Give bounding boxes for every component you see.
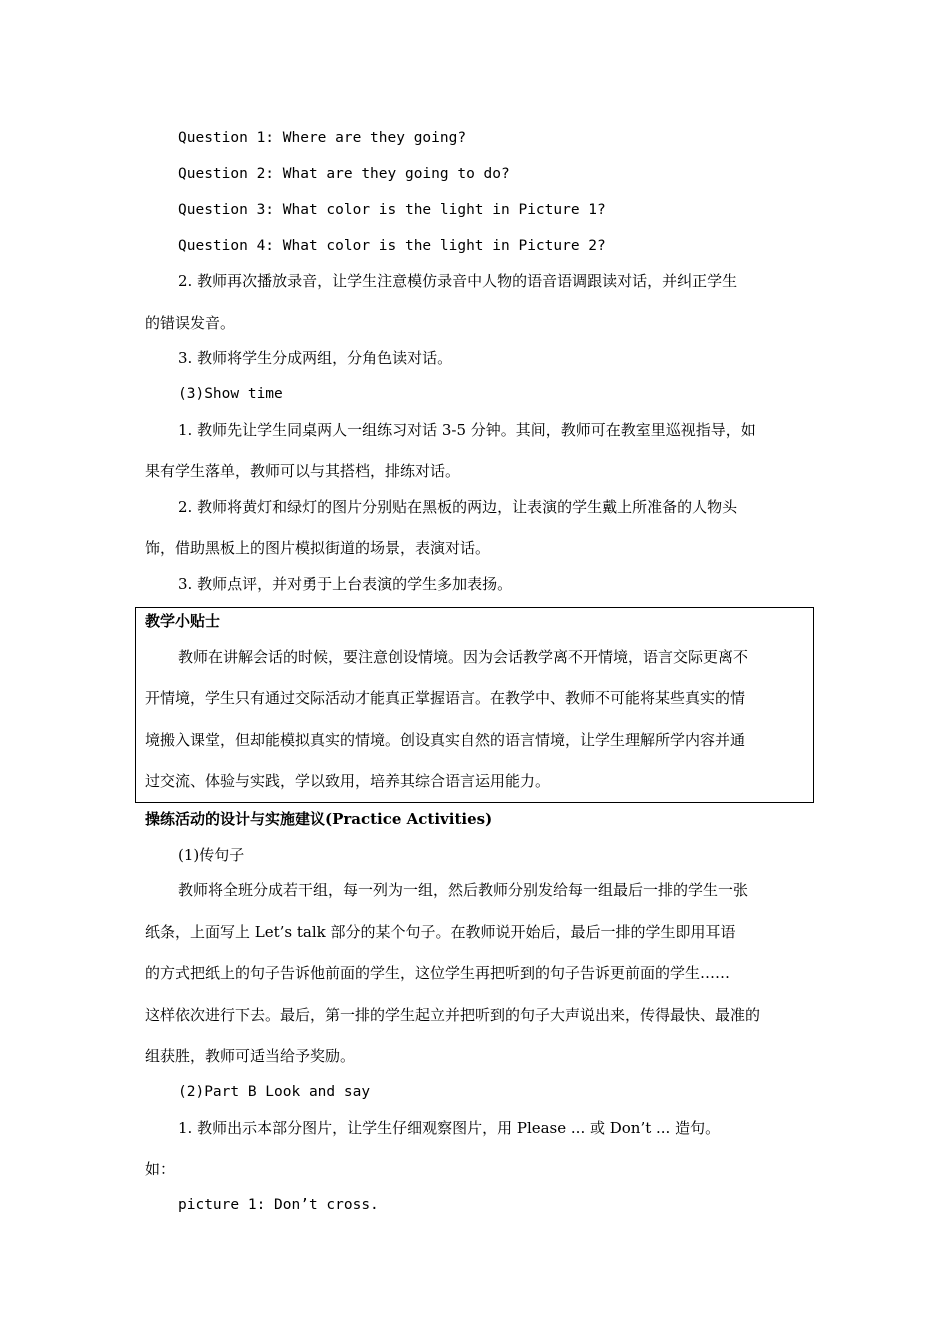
practice-para-1-line-2: 纸条，上面写上 Let’s talk 部分的某个句子。在教师说开始后，最后一排的学生即用耳语 [145, 923, 736, 941]
teaching-tip-title: 教学小贴士 [145, 612, 221, 630]
show-time-item-2-line-1: 2. 教师将黄灯和绿灯的图片分别贴在黑板的两边，让表演的学生戴上所准备的人物头 [178, 498, 738, 516]
practice-item-1-line-1: 1. 教师出示本部分图片，让学生仔细观察图片，用 Please ... 或 Don’t ... 造句。 [178, 1119, 721, 1137]
step-2-line-2: 的错误发音。 [145, 314, 236, 332]
teaching-tip-line-1: 教师在讲解会话的时候，要注意创设情境。因为会话教学离不开情境，语言交际更离不 [178, 648, 749, 666]
teaching-tip-line-3: 境搬入课堂，但却能模拟真实的情境。创设真实自然的语言情境，让学生理解所学内容并通 [145, 731, 746, 749]
practice-heading: 操练活动的设计与实施建议(Practice Activities) [145, 810, 493, 828]
question-2: Question 2: What are they going to do? [178, 166, 510, 182]
step-2-line-1: 2. 教师再次播放录音，让学生注意模仿录音中人物的语音语调跟读对话，并纠正学生 [178, 272, 738, 290]
teaching-tip-line-2: 开情境，学生只有通过交际活动才能真正掌握语言。在教学中、教师不可能将某些真实的情 [145, 689, 746, 707]
step-3-line-1: 3. 教师将学生分成两组，分角色读对话。 [178, 349, 453, 367]
question-1: Question 1: Where are they going? [178, 130, 467, 146]
practice-sub-2: (2)Part B Look and say [178, 1084, 371, 1100]
practice-para-1-line-1: 教师将全班分成若干组，每一列为一组，然后教师分别发给每一组最后一排的学生一张 [178, 881, 749, 899]
show-time-item-1-line-2: 果有学生落单，教师可以与其搭档，排练对话。 [145, 462, 461, 480]
show-time-item-2-line-2: 饰，借助黑板上的图片模拟街道的场景，表演对话。 [145, 539, 491, 557]
show-time-heading: (3)Show time [178, 386, 283, 402]
practice-para-1-line-3: 的方式把纸上的句子告诉他前面的学生，这位学生再把听到的句子告诉更前面的学生…… [145, 964, 731, 982]
question-3: Question 3: What color is the light in Picture 1? [178, 202, 606, 218]
practice-sub-1: (1)传句子 [178, 846, 245, 864]
teaching-tip-line-4: 过交流、体验与实践，学以致用，培养其综合语言运用能力。 [145, 772, 551, 790]
show-time-item-3-line-1: 3. 教师点评，并对勇于上台表演的学生多加表扬。 [178, 575, 513, 593]
show-time-item-1-line-1: 1. 教师先让学生同桌两人一组练习对话 3-5 分钟。其间，教师可在教室里巡视指导，如 [178, 421, 756, 439]
practice-item-1-line-2: 如： [145, 1160, 176, 1178]
practice-para-1-line-4: 这样依次进行下去。最后，第一排的学生起立并把听到的句子大声说出来，传得最快、最准的 [145, 1006, 761, 1024]
practice-example-1: picture 1: Don’t cross. [178, 1197, 379, 1213]
question-4: Question 4: What color is the light in Picture 2? [178, 238, 606, 254]
practice-para-1-line-5: 组获胜，教师可适当给予奖励。 [145, 1047, 356, 1065]
